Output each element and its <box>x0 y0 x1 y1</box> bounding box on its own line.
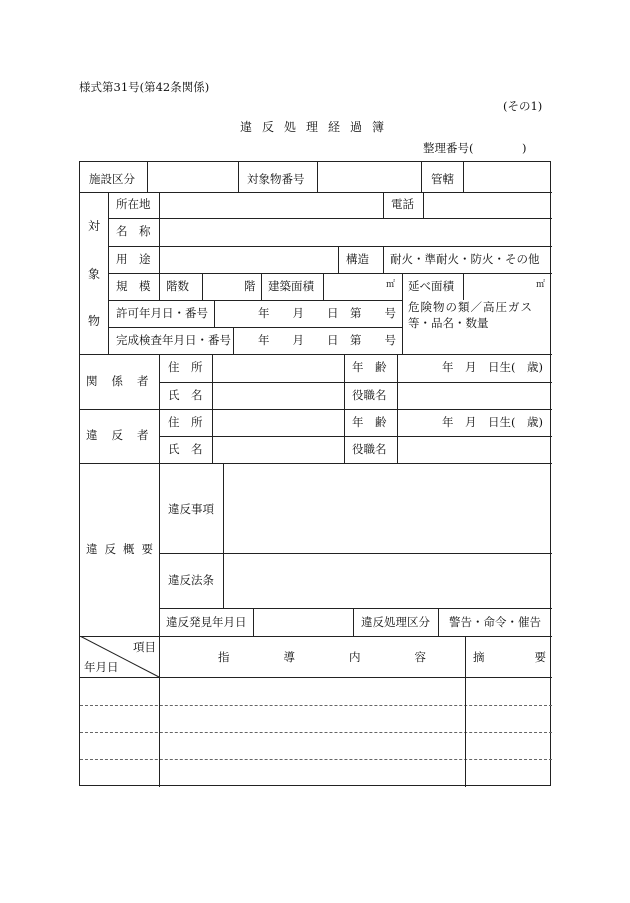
col-divider <box>317 162 318 192</box>
violator-age-label: 年 齢 <box>352 415 387 429</box>
col-divider <box>212 354 213 463</box>
violation-matter-label: 違反事項 <box>168 502 214 516</box>
floors-label: 階数 <box>166 279 189 293</box>
row-divider <box>80 409 552 410</box>
log-divider <box>80 759 552 760</box>
sheet-number: (その1) <box>503 99 543 113</box>
col-divider <box>261 273 262 300</box>
hazmat-line-2: 等・品名・数量 <box>408 316 489 330</box>
log-remarks-label: 摘要 <box>473 650 596 664</box>
col-divider <box>108 192 109 354</box>
col-divider <box>402 273 403 354</box>
col-divider <box>438 608 439 636</box>
col-divider <box>147 162 148 192</box>
col-divider <box>338 246 339 273</box>
row-divider <box>108 218 552 219</box>
row-divider <box>108 327 402 328</box>
target-label-char: 象 <box>88 267 101 281</box>
row-divider <box>80 463 552 464</box>
target-label-char: 物 <box>88 314 101 328</box>
log-divider <box>80 705 552 706</box>
related-age-label: 年 齢 <box>352 360 387 374</box>
violator-label: 違反者 <box>86 428 163 442</box>
violator-name-label: 氏 名 <box>168 442 203 456</box>
row-divider <box>108 246 552 247</box>
location-label: 所在地 <box>116 197 151 211</box>
row-divider <box>159 436 552 437</box>
discovery-date-label: 違反発見年月日 <box>166 615 247 629</box>
col-divider <box>383 192 384 219</box>
permit-label: 許可年月日・番号 <box>116 306 208 320</box>
building-area-label: 建築面積 <box>268 279 314 293</box>
log-divider <box>80 732 552 733</box>
processing-label: 違反処理区分 <box>361 615 430 629</box>
building-area-unit: ㎡ <box>386 280 396 290</box>
violator-birth-format: 年 月 日生( 歳) <box>442 415 543 429</box>
hazmat-line-1: 危険物の類／高圧ガス <box>408 300 533 314</box>
related-party-label: 関係者 <box>86 374 163 388</box>
col-divider <box>202 273 203 300</box>
row-divider <box>159 553 552 554</box>
related-birth-format: 年 月 日生( 歳) <box>442 360 543 374</box>
form-number: 様式第31号(第42条関係) <box>79 80 210 94</box>
violator-address-label: 住 所 <box>168 415 203 429</box>
inspection-format: 年 月 日 第 号 <box>258 333 396 347</box>
related-title-label: 役職名 <box>352 388 387 402</box>
violator-title-label: 役職名 <box>352 442 387 456</box>
serial-number-label: 整理番号( <box>423 141 474 155</box>
page-title: 違反処理経過簿 <box>240 120 395 134</box>
violation-law-label: 違反法条 <box>168 573 214 587</box>
col-divider <box>214 300 215 327</box>
processing-options: 警告・命令・催告 <box>449 615 541 629</box>
name-label: 名 称 <box>116 224 151 238</box>
col-divider <box>463 162 464 192</box>
structure-options: 耐火・準耐火・防火・その他 <box>390 252 540 266</box>
facility-type-label: 施設区分 <box>89 172 135 186</box>
permit-format: 年 月 日 第 号 <box>258 306 396 320</box>
col-divider <box>159 192 160 300</box>
target-number-label: 対象物番号 <box>247 172 305 186</box>
scale-label: 規 模 <box>116 279 151 293</box>
structure-label: 構造 <box>346 252 369 266</box>
row-divider <box>108 300 402 301</box>
jurisdiction-label: 管轄 <box>431 172 454 186</box>
violation-summary-label: 違反概要 <box>86 542 160 556</box>
related-address-label: 住 所 <box>168 360 203 374</box>
use-label: 用 途 <box>116 252 151 266</box>
row-divider <box>80 192 552 193</box>
row-divider <box>108 273 552 274</box>
col-divider <box>421 162 422 192</box>
col-divider <box>233 327 234 354</box>
col-divider <box>323 273 324 300</box>
record-form <box>79 161 596 786</box>
row-divider <box>159 382 552 383</box>
row-divider <box>159 608 552 609</box>
col-divider <box>423 192 424 219</box>
log-item-label: 項目 <box>133 640 156 654</box>
total-floor-area-label: 延べ面積 <box>408 279 454 293</box>
total-floor-area-unit: ㎡ <box>536 280 546 290</box>
col-divider <box>223 463 224 608</box>
col-divider <box>253 608 254 636</box>
inspection-label: 完成検査年月日・番号 <box>116 333 231 347</box>
col-divider <box>463 273 464 300</box>
row-divider <box>80 354 552 355</box>
col-divider <box>159 354 160 636</box>
col-divider <box>353 608 354 636</box>
col-divider <box>344 354 345 463</box>
serial-number-close: ) <box>522 141 527 155</box>
target-label-char: 対 <box>88 219 101 233</box>
phone-label: 電話 <box>391 197 414 211</box>
log-content-label: 指導内容 <box>218 650 480 664</box>
floors-unit: 階 <box>244 279 256 293</box>
col-divider <box>383 246 384 273</box>
col-divider <box>397 354 398 463</box>
col-divider <box>238 162 239 192</box>
log-date-label: 年月日 <box>84 660 119 674</box>
related-name-label: 氏 名 <box>168 388 203 402</box>
